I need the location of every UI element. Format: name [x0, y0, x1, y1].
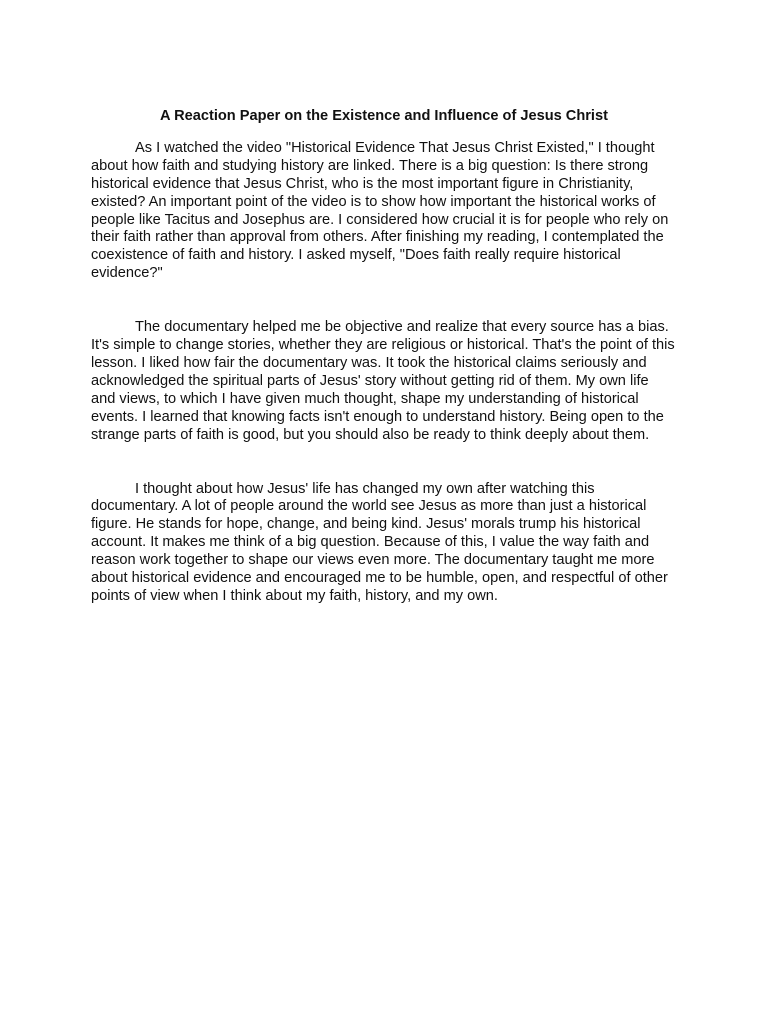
document-body — [91, 108, 677, 642]
paragraph-2: The documentary helped me be objective and realize that every source has a bias. It's simple to change stories, whether they are religious or historical. That's the point of this lesson. I liked how fair the documentary was. It took the historical claims seriously and acknowledged the spiritual parts of Jesus' story without getting rid of them. My own life and views, to which I have given much thought, shape my understanding of historical events. I learned that knowing facts isn't enough to understand history. Being open to the strange parts of faith is good, but you should also be ready to think deeply about them. — [91, 319, 675, 443]
paragraph-1: As I watched the video "Historical Evidence That Jesus Christ Existed," I thought about how faith and studying history are linked. There is a big question: Is there strong historical evidence that Jesus Christ, who is the most important figure in Christianity, existed? An important point of the video is to show how important the historical works of people like Tacitus and Josephus are. I considered how crucial it is for people who rely on their faith rather than approval from others. After finishing my reading, I contemplated the coexistence of faith and history. I asked myself, "Does faith really require historical evidence?" — [91, 139, 669, 282]
paragraph-3: I thought about how Jesus' life has changed my own after watching this documentary. A lot of people around the world see Jesus as more than just a historical figure. He stands for hope, change, and being kind. Jesus' morals trump his historical account. It makes me think of a big question. Because of this, I value the way faith and reason work together to shape our views even more. The documentary taught me more about historical evidence and encouraged me to be humble, open, and respectful of other points of view when I think about my faith, history, and my own. — [91, 480, 668, 604]
document-title: A Reaction Paper on the Existence and Influence of Jesus Christ — [160, 108, 608, 124]
